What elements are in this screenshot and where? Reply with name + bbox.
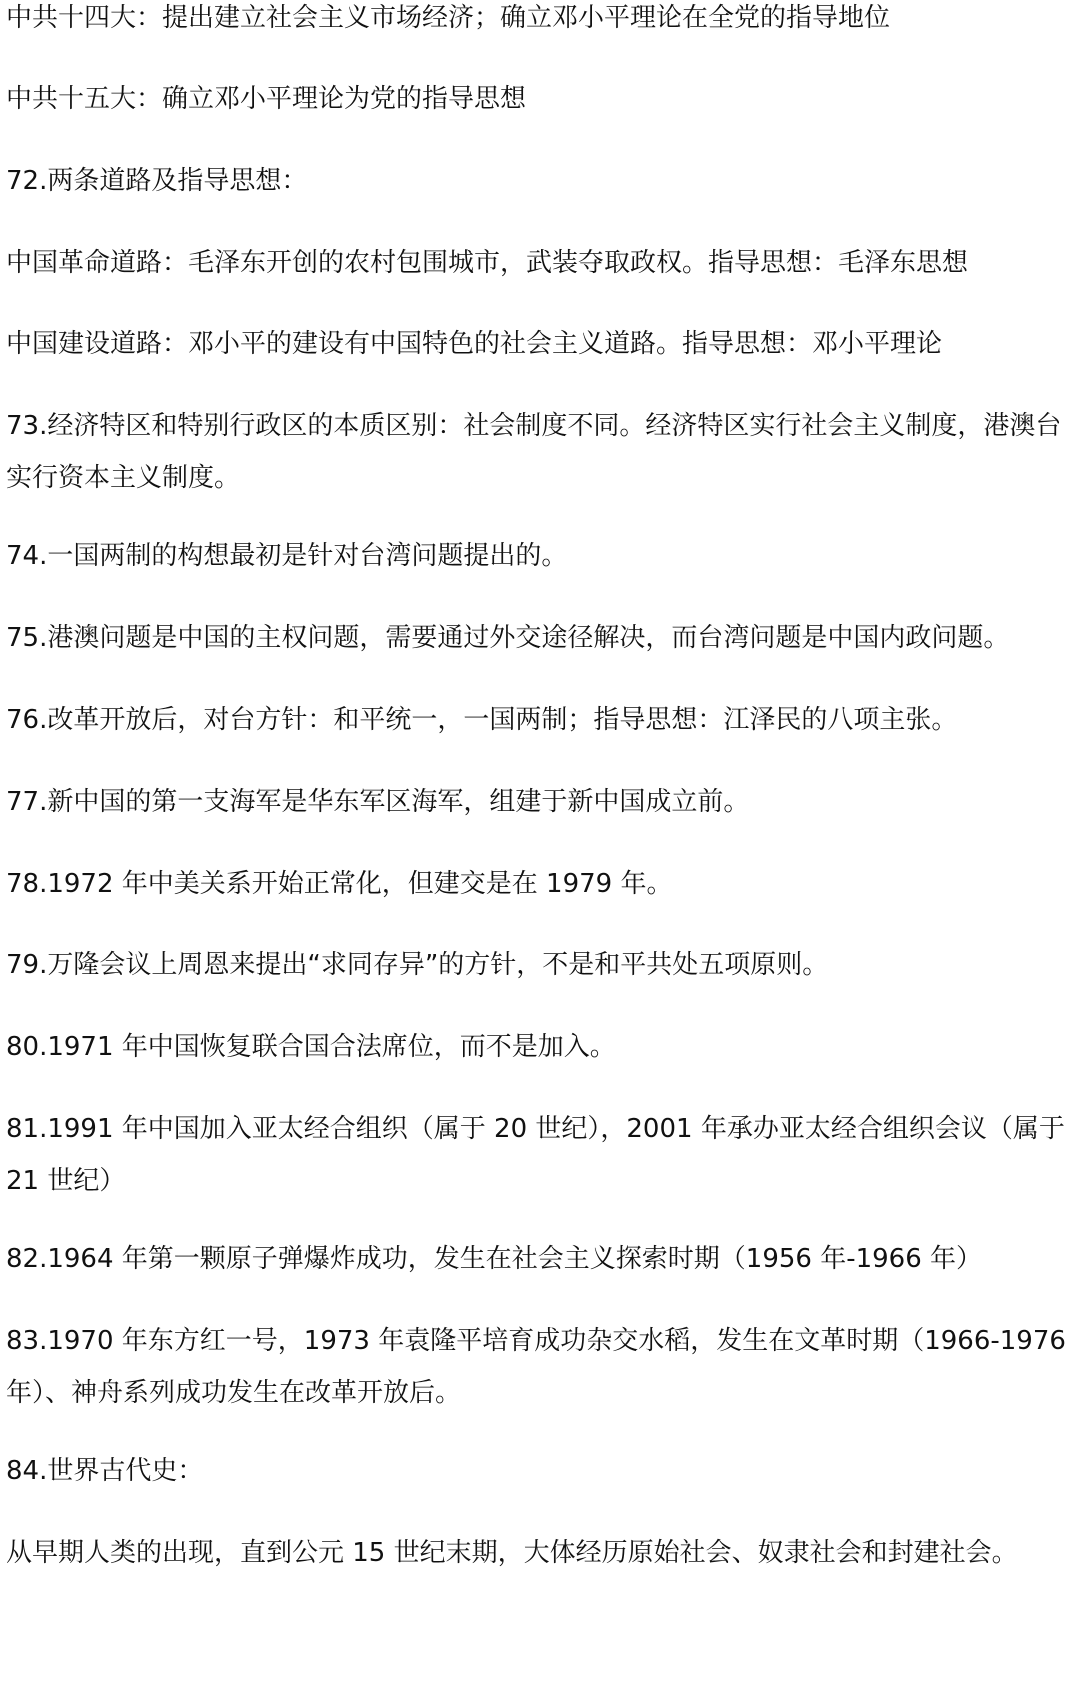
paragraph: 76.改革开放后，对台方针：和平统一，一国两制；指导思想：江泽民的八项主张。 [6, 705, 958, 735]
paragraph: 中国建设道路：邓小平的建设有中国特色的社会主义道路。指导思想：邓小平理论 [6, 329, 943, 359]
paragraph: 80.1971 年中国恢复联合国合法席位，而不是加入。 [6, 1032, 616, 1062]
paragraph: 84.世界古代史： [6, 1456, 204, 1486]
paragraph: 72.两条道路及指导思想： [6, 166, 308, 196]
paragraph: 74.一国两制的构想最初是针对台湾问题提出的。 [6, 541, 568, 571]
paragraph: 79.万隆会议上周恩来提出“求同存异”的方针，不是和平共处五项原则。 [6, 950, 829, 980]
paragraph: 77.新中国的第一支海军是华东军区海军，组建于新中国成立前。 [6, 787, 750, 817]
paragraph: 75.港澳问题是中国的主权问题，需要通过外交途径解决，而台湾问题是中国内政问题。 [6, 623, 1010, 653]
paragraph: 从早期人类的出现，直到公元 15 世纪末期，大体经历原始社会、奴隶社会和封建社会。 [6, 1538, 1018, 1568]
paragraph: 中国革命道路：毛泽东开创的农村包围城市，武装夺取政权。指导思想：毛泽东思想 [6, 248, 969, 278]
paragraph: 73.经济特区和特别行政区的本质区别：社会制度不同。经济特区实行社会主义制度，港澳台实行资本主义制度。 [6, 411, 1062, 493]
paragraph: 81.1991 年中国加入亚太经合组织（属于 20 世纪），2001 年承办亚太经合组织会议（属于 21 世纪） [6, 1114, 1065, 1196]
paragraph: 83.1970 年东方红一号，1973 年袁隆平培育成功杂交水稻，发生在文革时期（1966-1976 年）、神舟系列成功发生在改革开放后。 [6, 1326, 1066, 1408]
paragraph: 中共十五大：确立邓小平理论为党的指导思想 [6, 84, 527, 114]
paragraph: 78.1972 年中美关系开始正常化，但建交是在 1979 年。 [6, 869, 673, 899]
paragraph: 中共十四大：提出建立社会主义市场经济；确立邓小平理论在全党的指导地位 [6, 3, 891, 33]
paragraph: 82.1964 年第一颗原子弹爆炸成功，发生在社会主义探索时期（1956 年-1966 年） [6, 1244, 983, 1274]
